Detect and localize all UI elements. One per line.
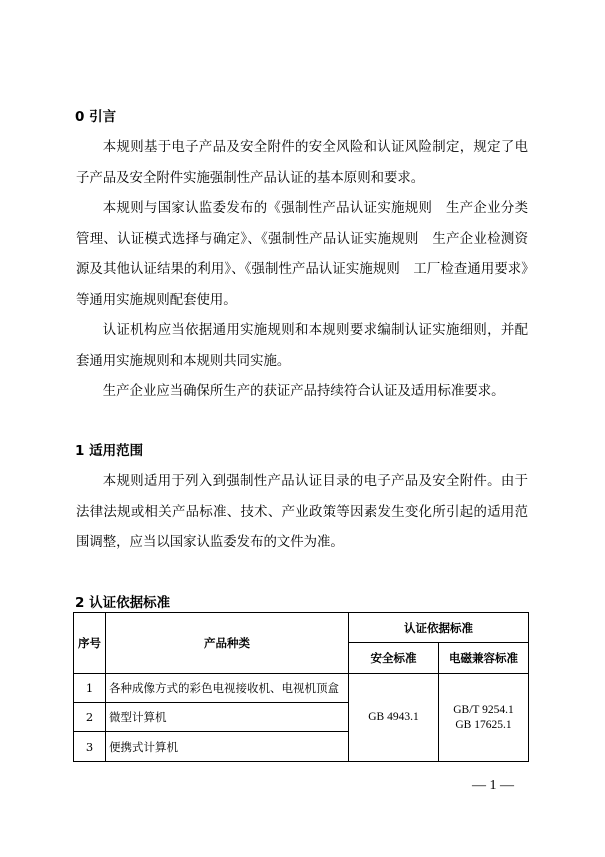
intro-paragraph-2: 本规则与国家认监委发布的《强制性产品认证实施规则 生产企业分类管理、认证模式选择与确定》、《强制性产品认证实施规则 生产企业检测资源及其他认证结果的利用》、《强制性产品认证实施规则 工厂检查通用要求》等通用实施规则配套使用。 — [76, 201, 528, 308]
section-scope-heading: 1 适用范围 — [75, 443, 144, 459]
header-safety: 安全标准 — [349, 643, 439, 674]
intro-paragraph-4: 生产企业应当确保所生产的获证产品持续符合认证及适用标准要求。 — [102, 384, 505, 399]
page-number: — 1 — — [472, 778, 514, 793]
standards-table — [73, 612, 529, 762]
emc-standard-1: GB/T 9254.1 — [453, 703, 514, 716]
intro-paragraph-3: 认证机构应当依据通用实施规则和本规则要求编制认证实施细则，并配套通用实施规则和本规则共同实施。 — [76, 323, 528, 369]
section-intro-heading: 0 引言 — [75, 109, 117, 125]
row-product: 各种成像方式的彩色电视接收机、电视机顶盒 — [106, 674, 349, 703]
header-emc: 电磁兼容标准 — [439, 643, 529, 674]
header-standards-group: 认证依据标准 — [349, 613, 529, 643]
section-basis-heading: 2 认证依据标准 — [75, 595, 171, 611]
scope-paragraph: 本规则适用于列入到强制性产品认证目录的电子产品及安全附件。由于法律法规或相关产品标准、技术、产业政策等因素发生变化所引起的适用范围调整，应当以国家认监委发布的文件为准。 — [76, 474, 528, 550]
header-product: 产品种类 — [106, 613, 349, 674]
table-row — [74, 674, 529, 703]
header-number: 序号 — [74, 613, 106, 674]
intro-paragraph-1: 本规则基于电子产品及安全附件的安全风险和认证风险制定，规定了电子产品及安全附件实施强制性产品认证的基本原则和要求。 — [76, 140, 528, 186]
row-number: 1 — [74, 674, 106, 703]
row-number: 2 — [74, 703, 106, 732]
safety-standard-cell: GB 4943.1 — [349, 674, 439, 762]
row-number: 3 — [74, 732, 106, 762]
emc-standards-cell — [439, 674, 529, 762]
emc-standard-2: GB 17625.1 — [455, 718, 512, 731]
row-product: 便携式计算机 — [106, 732, 349, 762]
row-product: 微型计算机 — [106, 703, 349, 732]
